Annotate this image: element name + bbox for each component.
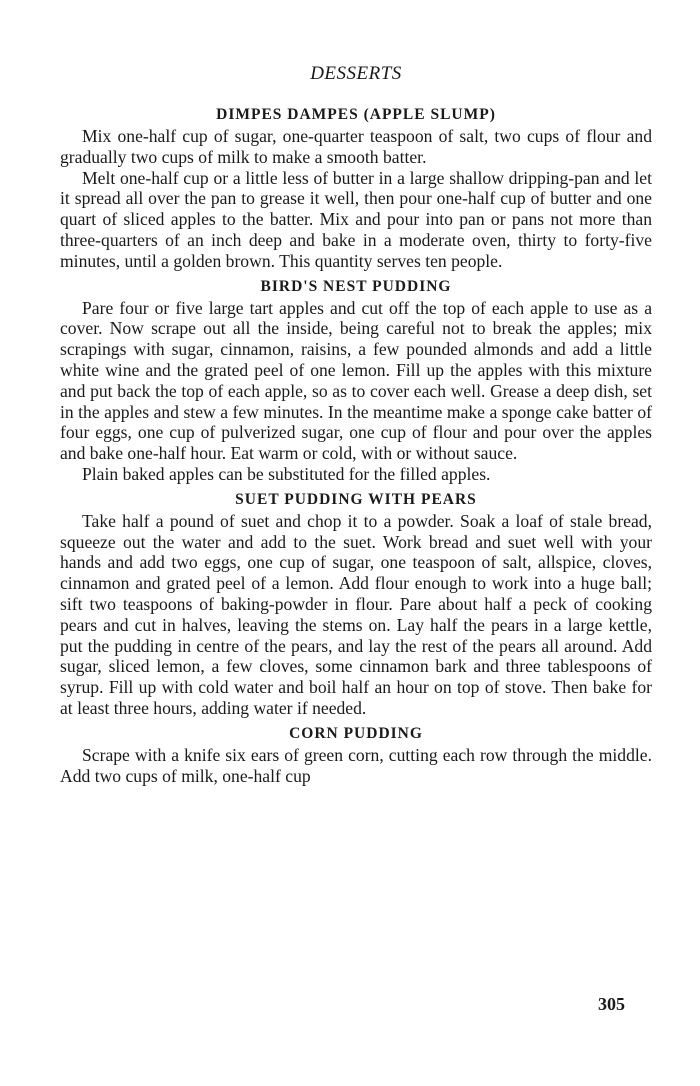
- recipe-birds-nest-pudding: [60, 276, 652, 485]
- recipe-paragraph: Pare four or five large tart apples and cut off the top of each apple to use as a cover. Now scrape out all the inside, being careful not to break the apples; mix scrapings with sugar, cinnamon, raisins, a few pounded almonds and add a little white wine and the grated peel of one lemon. Fill up the apples with this mixture and put back the top of each apple, so as to cover each well. Grease a deep dish, set in the apples and stew a few minutes. In the meantime make a sponge cake batter of four eggs, one cup of pulverized sugar, one cup of flour and pour over the apples and bake one-half hour. Eat warm or cold, with or without sauce.: [60, 297, 652, 464]
- recipe-paragraph: Melt one-half cup or a little less of butter in a large shallow dripping-pan and let it spread all over the pan to grease it well, then pour one-half cup of butter and one quart of sliced apples to the batter. Mix and pour into pan or pans not more than three-quarters of an inch deep and bake in a moderate oven, thirty to forty-five minutes, until a golden brown. This quantity serves ten people.: [60, 167, 652, 271]
- running-head: DESSERTS: [310, 63, 402, 84]
- recipe-title: DIMPES DAMPES (APPLE SLUMP): [216, 106, 496, 123]
- recipe-suet-pudding-with-pears: [60, 489, 652, 719]
- recipe-corn-pudding: [60, 723, 652, 787]
- book-page: [60, 62, 652, 786]
- page-number: 305: [598, 994, 625, 1014]
- recipe-title: SUET PUDDING WITH PEARS: [235, 490, 477, 508]
- recipe-paragraph: Scrape with a knife six ears of green corn, cutting each row through the middle. Add two cups of milk, one-half cup: [60, 744, 652, 786]
- recipe-title: CORN PUDDING: [289, 724, 423, 742]
- recipe-apple-slump: [60, 104, 652, 272]
- recipe-paragraph: Take half a pound of suet and chop it to a powder. Soak a loaf of stale bread, squeeze out the water and add to the suet. Work bread and suet well with your hands and add two eggs, one cup of sugar, one teaspoon of salt, allspice, cloves, cinnamon and grated peel of a lemon. Add flour enough to work into a huge ball; sift two teaspoons of baking-powder in flour. Pare about half a peck of cooking pears and cut in halves, leaving the stems on. Lay half the pears in a large kettle, put the pudding in centre of the pears, and lay the rest of the pears all around. Add sugar, sliced lemon, a few cloves, some cinnamon bark and three tablespoons of syrup. Fill up with cold water and boil half an hour on top of stove. Then bake for at least three hours, adding water if needed.: [60, 510, 652, 718]
- recipe-paragraph: Plain baked apples can be substituted for the filled apples.: [82, 463, 491, 484]
- recipe-title: BIRD'S NEST PUDDING: [260, 277, 452, 295]
- recipe-paragraph: Mix one-half cup of sugar, one-quarter teaspoon of salt, two cups of flour and gradually two cups of milk to make a smooth batter.: [60, 126, 652, 167]
